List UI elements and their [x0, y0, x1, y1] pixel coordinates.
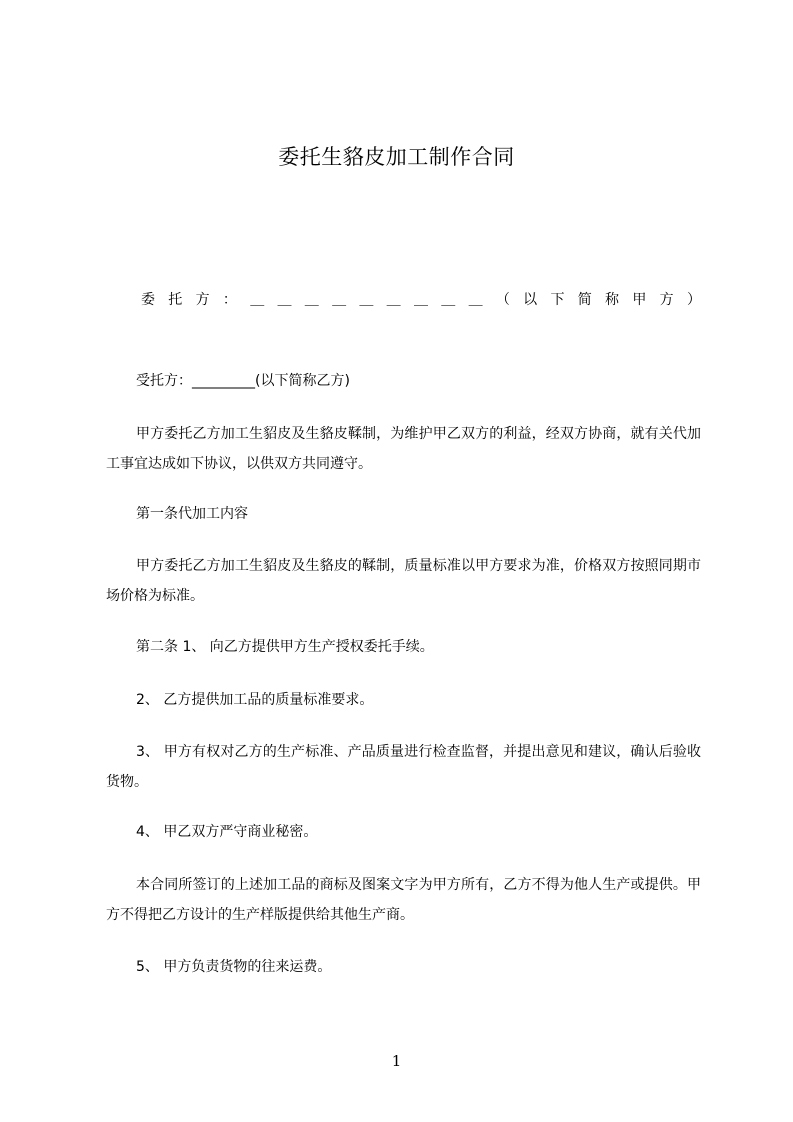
party-a-char: 简: [577, 292, 592, 308]
article-2-item-4: 4、 甲乙双方严守商业秘密。: [136, 824, 318, 840]
party-a-char: ＿: [277, 292, 292, 308]
party-a-char: ＿: [386, 292, 401, 308]
page-number: 1: [391, 1052, 402, 1070]
party-a-char: 称: [605, 292, 620, 308]
party-a-char: 方: [195, 292, 210, 308]
article-2-item-2: 2、 乙方提供加工品的质量标准要求。: [136, 692, 374, 708]
intro-paragraph: 甲方委托乙方加工生貂皮及生貉皮鞣制，为维护甲乙双方的利益，经双方协商，就有关代加工事宜达成如下协议，以供双方共同遵守。: [106, 426, 701, 472]
party-a-char: ＿: [441, 292, 456, 308]
party-a-char: 下: [550, 292, 565, 308]
party-a-char: ＿: [359, 292, 374, 308]
party-a-char: 方: [659, 292, 674, 308]
trademark-clause: 本合同所签订的上述加工品的商标及图案文字为甲方所有，乙方不得为他人生产或提供。甲方不得把乙方设计的生产样版提供给其他生产商。: [106, 877, 701, 923]
document-title: 委托生貉皮加工制作合同: [278, 145, 515, 169]
article-1-heading: 第一条代加工内容: [136, 506, 248, 522]
party-b-line: 受托方：_________(以下简称乙方): [136, 373, 350, 389]
party-a-char: ＿: [332, 292, 347, 308]
party-a-char: 甲: [632, 292, 647, 308]
party-a-char: ＿: [468, 292, 483, 308]
party-a-char: 托: [168, 292, 183, 308]
party-a-char: ＿: [413, 292, 428, 308]
party-a-line: [141, 285, 701, 315]
article-2-item-5: 5、 甲方负责货物的往来运费。: [136, 959, 332, 975]
article-2-item-3: 3、 甲方有权对乙方的生产标准、产品质量进行检查监督，并提出意见和建议，确认后验收货物。: [106, 744, 701, 790]
party-a-char: （: [495, 292, 510, 308]
party-a-char: ：: [222, 292, 237, 308]
article-2-item-1: 第二条 1、 向乙方提供甲方生产授权委托手续。: [136, 639, 434, 655]
party-a-char: ＿: [250, 292, 265, 308]
party-a-char: 以: [523, 292, 538, 308]
party-a-char: ＿: [304, 292, 319, 308]
party-a-char: 委: [141, 292, 155, 308]
party-a-char: ）: [686, 292, 701, 308]
article-1-body: 甲方委托乙方加工生貂皮及生貉皮的鞣制，质量标准以甲方要求为准，价格双方按照同期市场价格为标准。: [106, 558, 701, 604]
